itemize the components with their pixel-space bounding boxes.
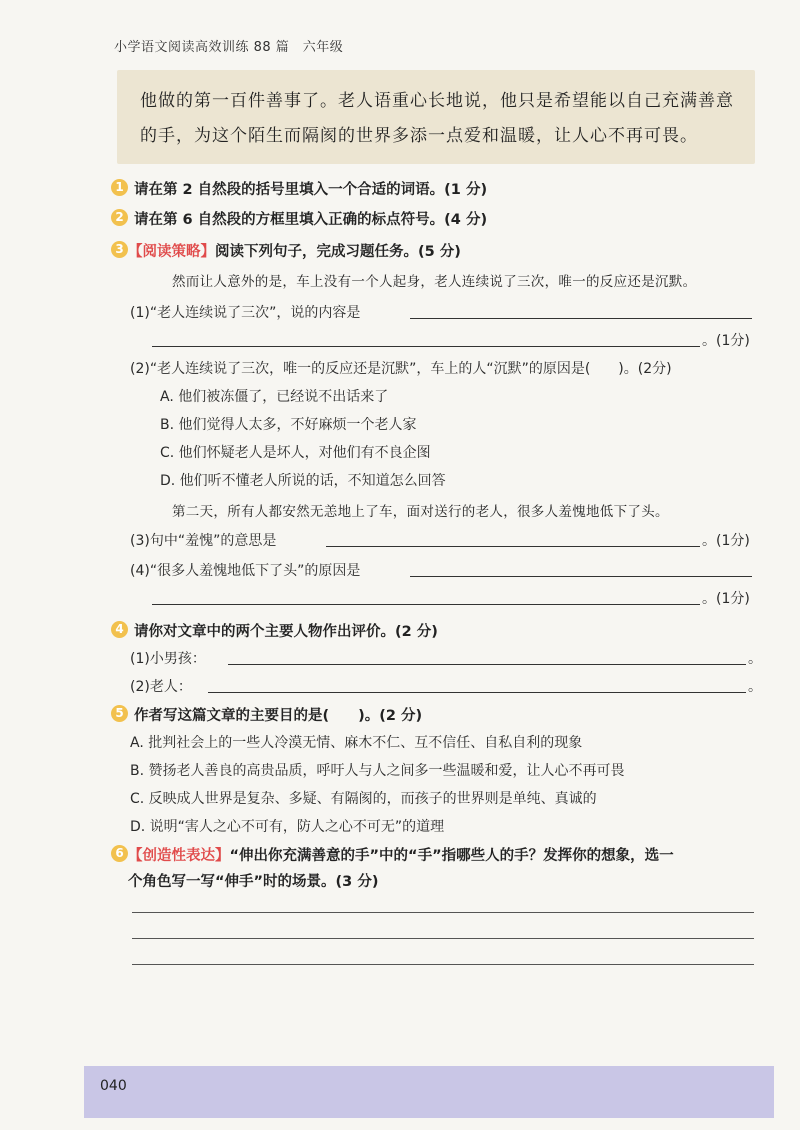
question-6-text-2: 个角色写一写“伸手”时的场景。(3 分) (128, 874, 379, 890)
question-1-number: 1 (111, 179, 128, 196)
question-5-option-a: A. 批判社会上的一些人冷漠无情、麻木不仁、互不信任、自私自利的现象 (130, 735, 583, 751)
question-6-tag: 【创造性表达】 (128, 848, 230, 864)
question-5-number: 5 (111, 705, 128, 722)
answer-blank-3-3[interactable] (326, 546, 700, 547)
question-3-sub-2: (2)“老人连续说了三次，唯一的反应还是沉默”，车上的人“沉默”的原因是( )。(2分) (130, 361, 672, 377)
question-3-sub-4-score: 。(1分) (702, 591, 750, 607)
question-4-text: 请你对文章中的两个主要人物作出评价。(2 分) (134, 624, 438, 640)
question-6-text-1: “伸出你充满善意的手”中的“手”指哪些人的手？发挥你的想象，选一 (229, 848, 674, 864)
question-3-number: 3 (111, 241, 128, 258)
question-3-option-b: B. 他们觉得人太多，不好麻烦一个老人家 (160, 417, 417, 433)
question-5-option-b: B. 赞扬老人善良的高贵品质，呼吁人与人之间多一些温暖和爱，让人心不再可畏 (130, 763, 625, 779)
question-3-sub-1: (1)“老人连续说了三次”，说的内容是 (130, 305, 361, 321)
question-3-option-d: D. 他们听不懂老人所说的话，不知道怎么回答 (160, 473, 446, 489)
question-3-sub-1-score: 。(1分) (702, 333, 750, 349)
question-5-text: 作者写这篇文章的主要目的是( )。(2 分) (134, 708, 423, 724)
question-5-option-c: C. 反映成人世界是复杂、多疑、有隔阂的，而孩子的世界则是单纯、真诚的 (130, 791, 597, 807)
answer-blank-4-1[interactable] (228, 664, 746, 665)
question-2-text: 请在第 6 自然段的方框里填入正确的标点符号。(4 分) (134, 212, 488, 228)
question-3-heading (128, 240, 461, 261)
question-3-sub-3-score: 。(1分) (702, 533, 750, 549)
question-6-heading (128, 844, 674, 865)
answer-blank-3-4a[interactable] (410, 576, 752, 577)
question-3-sub-4: (4)“很多人羞愧地低下了头”的原因是 (130, 563, 361, 579)
question-3-quote-2: 第二天，所有人都安然无恙地上了车，面对送行的老人，很多人羞愧地低下了头。 (172, 504, 669, 520)
footer-band (84, 1066, 774, 1118)
answer-blank-3-1a[interactable] (410, 318, 752, 319)
question-5-option-d: D. 说明“害人之心不可有，防人之心不可无”的道理 (130, 819, 445, 835)
question-4-sub-1: (1)小男孩： (130, 651, 206, 667)
page-number: 040 (100, 1078, 127, 1094)
passage-line-1: 他做的第一百件善事了。老人语重心长地说，他只是希望能以自己充满善意 (140, 91, 734, 111)
question-3-tag: 【阅读策略】 (128, 244, 215, 260)
question-6-number: 6 (111, 845, 128, 862)
question-1-text: 请在第 2 自然段的括号里填入一个合适的词语。(1 分) (134, 182, 488, 198)
question-3-quote-1: 然而让人意外的是，车上没有一个人起身，老人连续说了三次，唯一的反应还是沉默。 (172, 274, 697, 290)
passage-line-2: 的手，为这个陌生而隔阂的世界多添一点爱和温暖，让人心不再可畏。 (140, 126, 698, 146)
writing-line-3[interactable] (132, 964, 754, 965)
page-header: 小学语文阅读高效训练 88 篇 六年级 (114, 40, 344, 55)
writing-line-2[interactable] (132, 938, 754, 939)
passage-box (117, 70, 755, 164)
answer-blank-3-1b[interactable] (152, 346, 700, 347)
question-4-number: 4 (111, 621, 128, 638)
answer-blank-4-2[interactable] (208, 692, 746, 693)
question-3-option-a: A. 他们被冻僵了，已经说不出话来了 (160, 389, 389, 405)
question-3-option-c: C. 他们怀疑老人是坏人，对他们有不良企图 (160, 445, 431, 461)
question-3-text: 阅读下列句子，完成习题任务。(5 分) (215, 244, 461, 260)
writing-line-1[interactable] (132, 912, 754, 913)
question-2-number: 2 (111, 209, 128, 226)
question-3-sub-3: (3)句中“羞愧”的意思是 (130, 533, 277, 549)
question-4-sub-2-end: 。 (748, 679, 762, 695)
question-4-sub-1-end: 。 (748, 651, 762, 667)
answer-blank-3-4b[interactable] (152, 604, 700, 605)
question-4-sub-2: (2)老人： (130, 679, 192, 695)
